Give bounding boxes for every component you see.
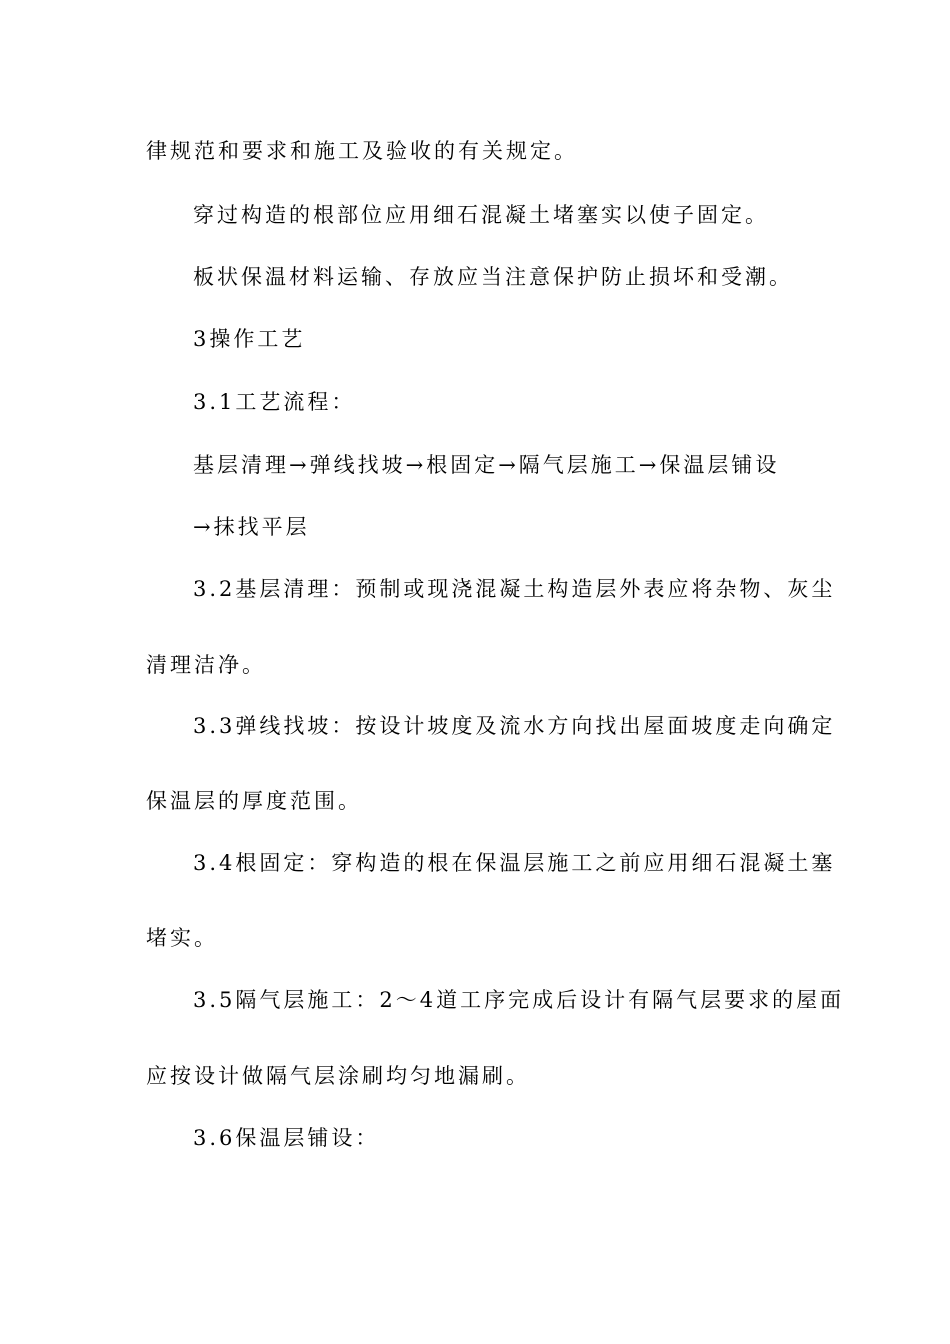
process-flow-line: 基层清理→弹线找坡→根固定→隔气层施工→保温层铺设: [193, 453, 780, 477]
paragraph-line: 清理洁净。: [146, 653, 266, 677]
paragraph-line: 3.3弹线找坡：按设计坡度及流水方向找出屋面坡度走向确定: [193, 714, 836, 738]
paragraph-line: 3.4根固定：穿构造的根在保温层施工之前应用细石混凝土塞: [193, 851, 836, 875]
paragraph-line: 保温层的厚度范围。: [146, 789, 362, 813]
paragraph-line: 穿过构造的根部位应用细石混凝土堵塞实以使子固定。: [193, 203, 769, 227]
paragraph-line: 板状保温材料运输、存放应当注意保护防止损坏和受潮。: [193, 265, 793, 289]
paragraph-line: 3.5隔气层施工：2～4道工序完成后设计有隔气层要求的屋面: [193, 988, 845, 1012]
paragraph-line: 堵实。: [146, 926, 218, 950]
process-flow-line: →抹找平层: [193, 515, 310, 539]
paragraph-line: 应按设计做隔气层涂刷均匀地漏刷。: [146, 1064, 530, 1088]
subsection-heading: 3.6保温层铺设：: [193, 1126, 380, 1150]
paragraph-line: 3.2基层清理：预制或现浇混凝土构造层外表应将杂物、灰尘: [193, 577, 836, 601]
paragraph-line: 律规范和要求和施工及验收的有关规定。: [146, 139, 578, 163]
subsection-heading: 3.1工艺流程：: [193, 390, 356, 414]
section-heading: 3操作工艺: [193, 327, 306, 351]
